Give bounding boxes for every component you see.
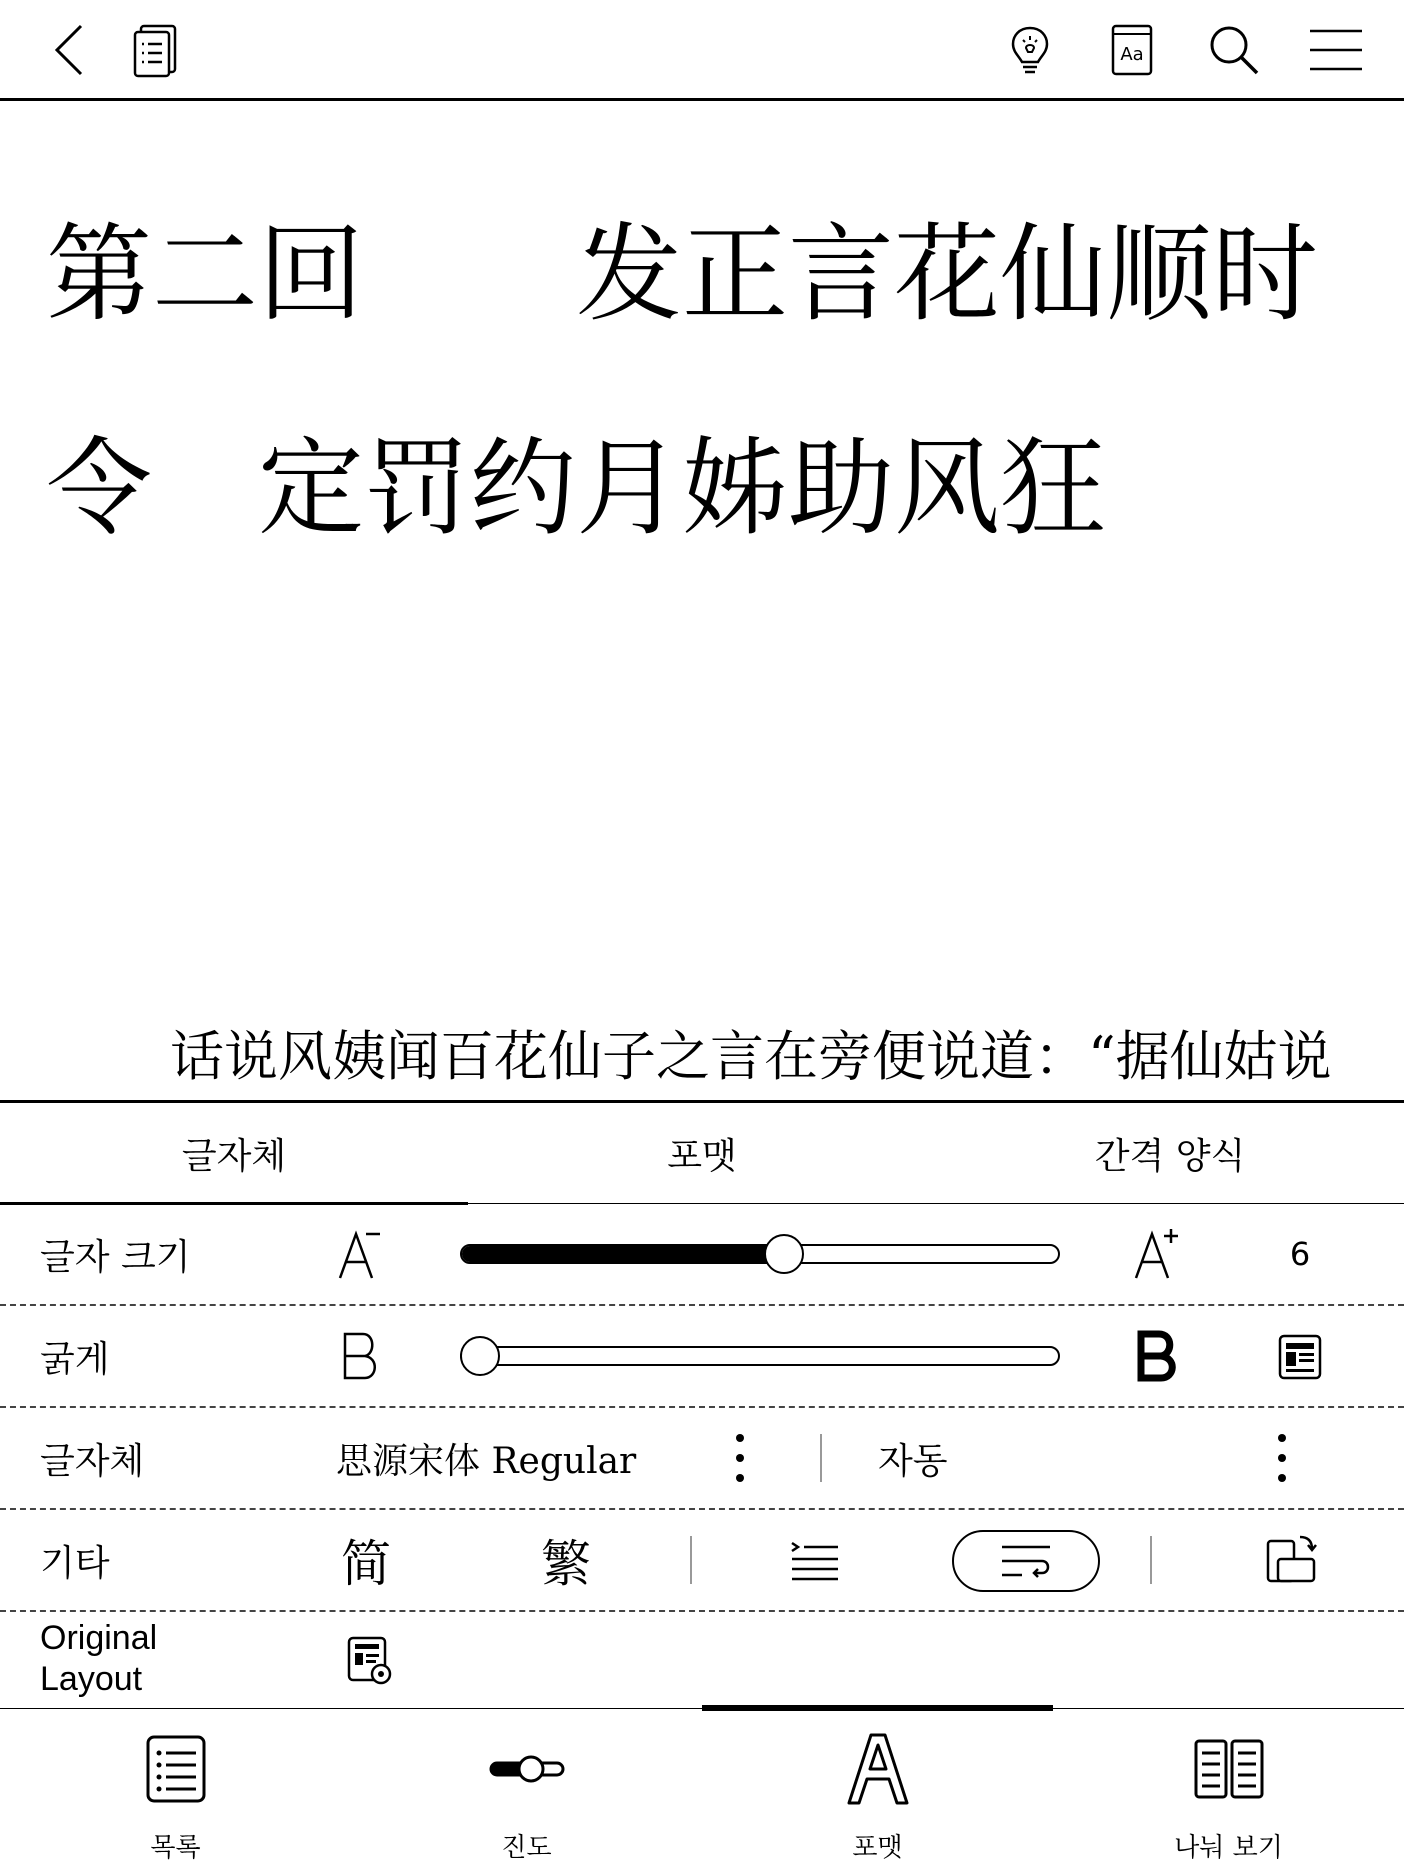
- original-layout-icon[interactable]: [340, 1632, 396, 1688]
- simplified-chinese-button[interactable]: 简: [341, 1535, 391, 1593]
- menu-icon[interactable]: [1300, 14, 1372, 86]
- font-size-slider[interactable]: [460, 1244, 1060, 1264]
- font-decrease-icon[interactable]: [330, 1222, 390, 1286]
- typeface-divider: [820, 1434, 822, 1482]
- typeface-label: 글자체: [40, 1440, 145, 1482]
- other-label: 기타: [40, 1542, 110, 1584]
- top-toolbar: [0, 0, 1404, 101]
- boldness-slider-knob[interactable]: [460, 1336, 500, 1376]
- tab-font-label: 글자체: [181, 1135, 287, 1177]
- dictionary-icon[interactable]: [1096, 14, 1168, 86]
- nav-item-split-view-label: 나눠 보기: [1174, 1833, 1283, 1863]
- tab-font[interactable]: [0, 1103, 468, 1203]
- font-size-label: 글자 크기: [40, 1236, 191, 1278]
- original-layout-label-line-2: Layout: [40, 1660, 143, 1698]
- body-text-line: 话说风姨闻百花仙子之言在旁便说道：“据仙姑说: [170, 1025, 1332, 1088]
- text-reflow-icon: [998, 1541, 1054, 1581]
- back-icon[interactable]: [34, 14, 106, 86]
- font-increase-icon[interactable]: [1126, 1222, 1186, 1286]
- tab-format[interactable]: [468, 1103, 936, 1203]
- western-font-more-icon[interactable]: [1262, 1430, 1302, 1486]
- list-icon: [136, 1729, 216, 1809]
- western-font-selector[interactable]: 자동: [878, 1440, 948, 1482]
- original-layout-row: [0, 1612, 1404, 1706]
- original-layout-label-line-1: Original: [40, 1619, 158, 1658]
- tab-format-label: 포맷: [667, 1135, 737, 1177]
- nav-item-contents-label: 목록: [150, 1833, 201, 1863]
- chinese-font-selector[interactable]: 思源宋体 Regular: [336, 1440, 637, 1482]
- nav-item-progress[interactable]: [351, 1709, 702, 1873]
- nav-item-contents[interactable]: [0, 1709, 351, 1873]
- font-size-row: [0, 1204, 1404, 1306]
- font-size-value: 6: [1289, 1235, 1311, 1273]
- original-layout-label: [40, 1612, 157, 1706]
- other-divider-2: [1150, 1536, 1152, 1584]
- settings-tabs: [0, 1103, 1404, 1204]
- nav-item-progress-label: 진도: [501, 1833, 552, 1863]
- tab-spacing-style-label: 간격 양식: [1094, 1135, 1246, 1177]
- nav-item-format-label: 포맷: [852, 1833, 903, 1863]
- font-format-icon: [838, 1729, 918, 1809]
- boldness-row: [0, 1306, 1404, 1408]
- lightbulb-icon[interactable]: [994, 14, 1066, 86]
- boldness-label: 굵게: [40, 1338, 110, 1380]
- text-reflow-toggle[interactable]: [952, 1530, 1100, 1592]
- other-row: [0, 1510, 1404, 1612]
- rotate-screen-icon[interactable]: [1260, 1532, 1320, 1588]
- toc-document-icon[interactable]: [118, 14, 190, 86]
- font-size-slider-knob[interactable]: [764, 1234, 804, 1274]
- split-view-icon: [1189, 1729, 1269, 1809]
- indent-icon[interactable]: [786, 1536, 842, 1586]
- tab-spacing-style[interactable]: [936, 1103, 1404, 1203]
- bold-decrease-icon[interactable]: [330, 1324, 390, 1388]
- chapter-title-line-1: 第二回 发正言花仙顺时: [46, 213, 1318, 336]
- traditional-chinese-button[interactable]: 繁: [541, 1535, 591, 1593]
- bold-preview-page-icon[interactable]: [1272, 1330, 1328, 1384]
- nav-item-format[interactable]: [702, 1709, 1053, 1873]
- typeface-row: [0, 1408, 1404, 1510]
- bottom-navigation: [0, 1708, 1404, 1873]
- search-icon[interactable]: [1198, 14, 1270, 86]
- chapter-title-line-2: 令 定罚约月姊助风狂: [46, 427, 1106, 550]
- progress-slider-icon: [487, 1729, 567, 1809]
- nav-item-split-view[interactable]: [1053, 1709, 1404, 1873]
- boldness-slider[interactable]: [460, 1346, 1060, 1366]
- font-size-slider-fill: [462, 1246, 786, 1262]
- svg-text:Aa: Aa: [1120, 44, 1144, 65]
- bold-increase-icon[interactable]: [1126, 1324, 1186, 1388]
- other-divider-1: [690, 1536, 692, 1584]
- chinese-font-more-icon[interactable]: [720, 1430, 760, 1486]
